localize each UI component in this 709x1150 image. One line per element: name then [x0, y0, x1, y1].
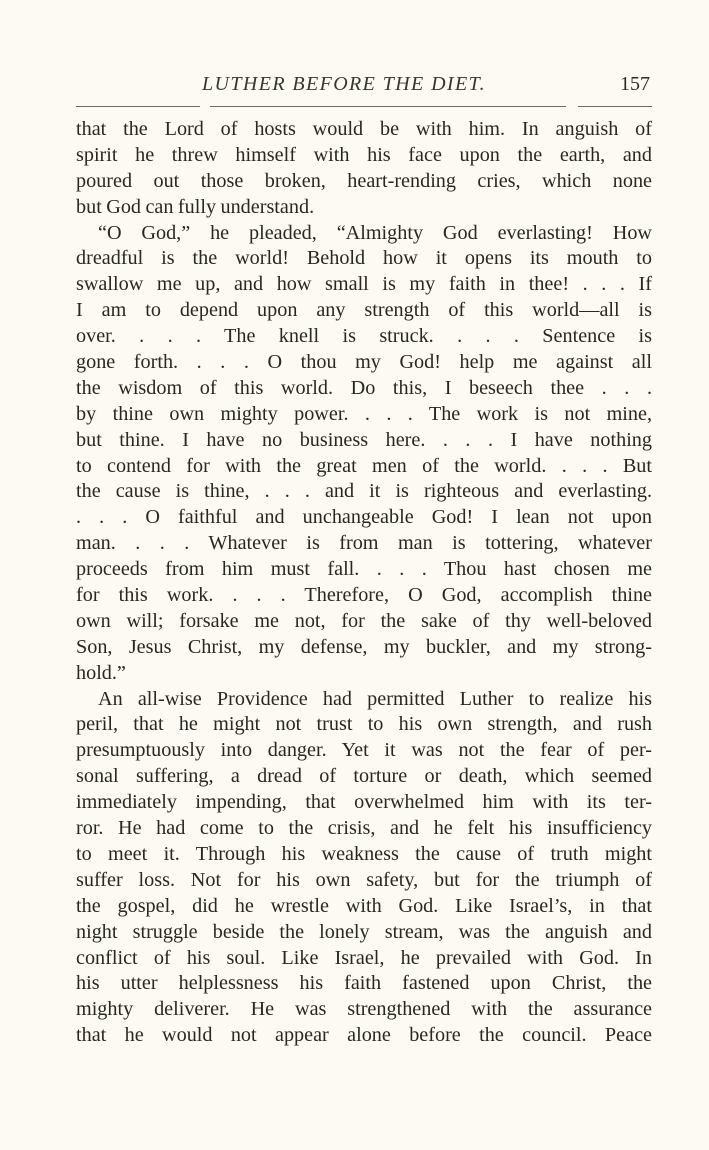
text-line: dreadful is the world! Behold how it opens its mouth to: [76, 247, 652, 270]
text-line: spirit he threw himself with his face upon the earth, and: [76, 143, 652, 166]
text-line: sonal suffering, a dread of torture or death, which seemed: [76, 765, 652, 788]
text-line: gone forth. . . . O thou my God! help me against all: [76, 351, 652, 374]
text-line: the cause is thine, . . . and it is righteous and everlasting.: [76, 480, 652, 503]
text-line: by thine own mighty power. . . . The work is not mine,: [76, 402, 652, 425]
text-line: swallow me up, and how small is my faith in thee! . . . If: [76, 273, 652, 296]
text-line: to contend for with the great men of the world. . . . But: [76, 454, 652, 477]
text-line: proceeds from him must fall. . . . Thou hast chosen me: [76, 558, 652, 581]
header-rule-middle: [210, 106, 566, 107]
text-line: the wisdom of this world. Do this, I beseech thee . . .: [76, 376, 652, 399]
text-line: peril, that he might not trust to his own strength, and rush: [76, 713, 652, 736]
text-line: hold.”: [76, 661, 126, 684]
text-line: for this work. . . . Therefore, O God, accomplish thine: [76, 584, 652, 607]
text-line: ror. He had come to the crisis, and he felt his insufficiency: [76, 817, 652, 840]
text-line: An all-wise Providence had permitted Luther to realize his: [98, 687, 652, 710]
text-line: conflict of his soul. Like Israel, he prevailed with God. In: [76, 946, 652, 969]
text-line: the gospel, did he wrestle with God. Like Israel’s, in that: [76, 894, 652, 917]
text-line: own will; forsake me not, for the sake of thy well-beloved: [76, 609, 652, 632]
text-line: to meet it. Through his weakness the cause of truth might: [76, 842, 652, 865]
text-line: man. . . . Whatever is from man is tottering, whatever: [76, 532, 652, 555]
text-line: presumptuously into danger. Yet it was not the fear of per-: [76, 739, 652, 762]
text-line: that the Lord of hosts would be with him. In anguish of: [76, 118, 652, 140]
text-line: poured out those broken, heart-rending cries, which none: [76, 169, 652, 192]
text-line: but God can fully understand.: [76, 195, 315, 218]
text-line: but thine. I have no business here. . . . I have nothing: [76, 428, 652, 451]
text-line: immediately impending, that overwhelmed him with its ter-: [76, 791, 652, 814]
running-title: LUTHER BEFORE THE DIET.: [202, 73, 487, 95]
text-line: night struggle beside the lonely stream, was the anguish and: [76, 920, 652, 943]
body-text: [76, 117, 652, 1049]
text-line: I am to depend upon any strength of this world—all is: [76, 299, 652, 322]
header-rule-right: [578, 106, 652, 107]
header-rule-left: [76, 106, 200, 107]
page-number: 157: [620, 73, 650, 95]
text-line: . . . O faithful and unchangeable God! I lean not upon: [76, 506, 652, 529]
text-line: his utter helplessness his faith fastened upon Christ, the: [76, 972, 652, 995]
text-line: “O God,” he pleaded, “Almighty God everlasting! How: [98, 221, 652, 244]
text-line: that he would not appear alone before the council. Peace: [76, 1024, 652, 1047]
page-header: [76, 73, 652, 103]
text-line: over. . . . The knell is struck. . . . Sentence is: [76, 325, 652, 348]
text-line: suffer loss. Not for his own safety, but for the triumph of: [76, 868, 652, 891]
text-line: Son, Jesus Christ, my defense, my buckler, and my strong-: [76, 635, 652, 658]
text-line: mighty deliverer. He was strengthened with the assurance: [76, 998, 652, 1021]
